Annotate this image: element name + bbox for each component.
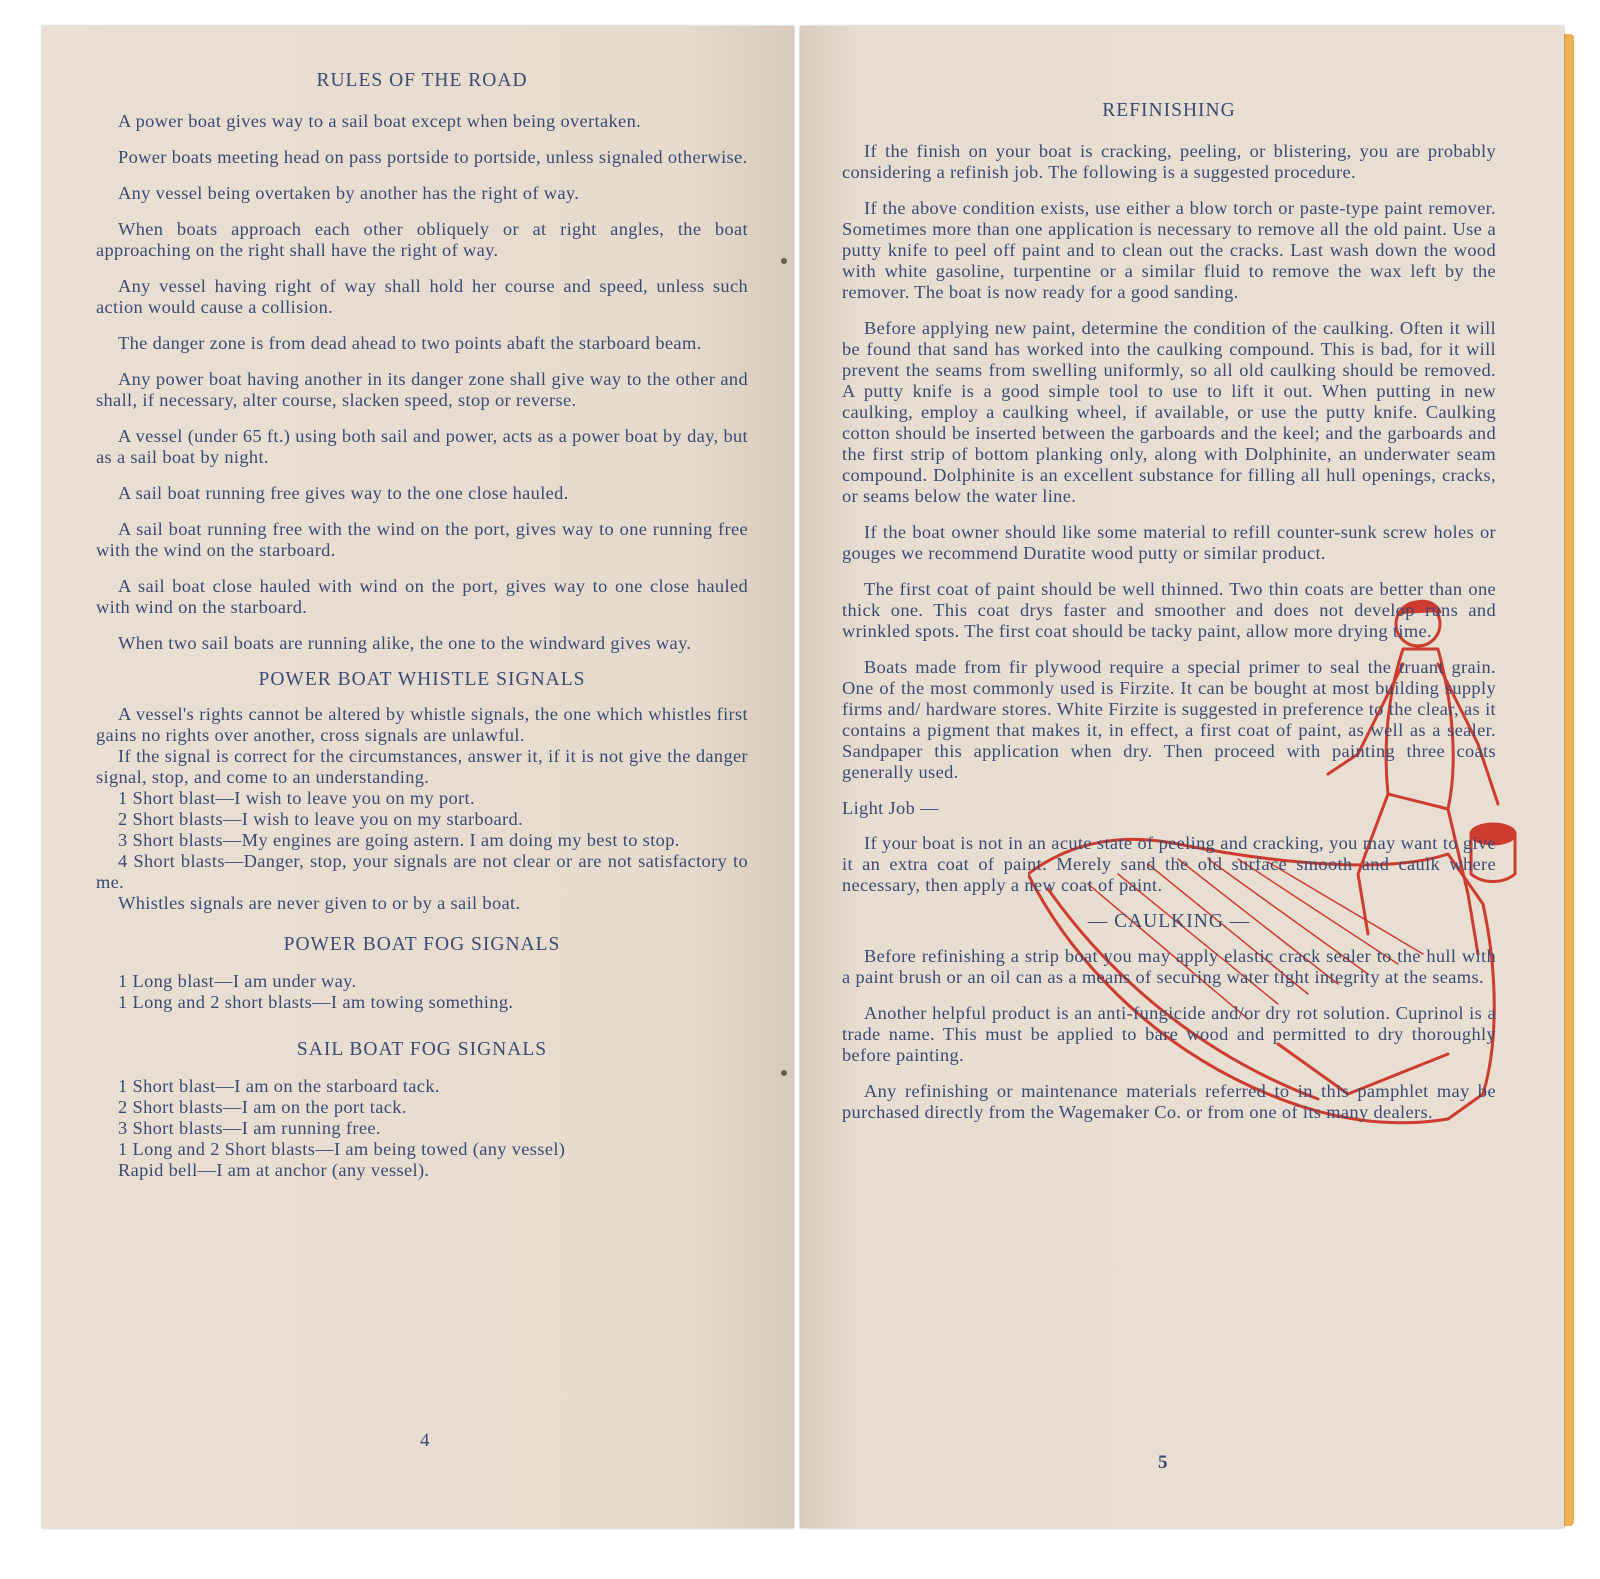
left-page <box>42 26 794 1528</box>
right-page-content <box>842 100 1496 1138</box>
sail-fog-item: Rapid bell—I am at anchor (any vessel). <box>118 1160 430 1180</box>
whistle-signal-item: 1 Short blast—I wish to leave you on my port. <box>118 788 475 808</box>
whistle-signals-title: POWER BOAT WHISTLE SIGNALS <box>258 669 586 690</box>
left-page-content <box>96 70 748 1181</box>
whistle-intro: A vessel's rights cannot be altered by whistle signals, the one which whistles first gains no rights over another, cross signals are unlawful. <box>96 704 748 745</box>
fog-signal-item: 1 Long and 2 short blasts—I am towing something. <box>118 992 514 1012</box>
rule-paragraph: The danger zone is from dead ahead to two points abaft the starboard beam. <box>118 333 702 353</box>
rule-paragraph: A sail boat running free with the wind on the port, gives way to one running free with the wind on the starboard. <box>96 519 748 560</box>
rule-paragraph: A sail boat close hauled with wind on the port, gives way to one close hauled with wind on the starboard. <box>96 576 748 617</box>
rule-paragraph: Any vessel having right of way shall hold her course and speed, unless such action would cause a collision. <box>96 276 748 317</box>
light-job-text: If your boat is not in an acute state of peeling and cracking, you may want to give it an extra coat of paint. Merely sand the old surface smooth and caulk where necessary, then apply a new coat of paint. <box>842 833 1496 895</box>
rule-paragraph: Power boats meeting head on pass portside to portside, unless signaled otherwise. <box>118 147 748 167</box>
sail-fog-item: 2 Short blasts—I am on the port tack. <box>118 1097 407 1117</box>
rule-paragraph: A power boat gives way to a sail boat except when being overtaken. <box>118 111 642 131</box>
sail-fog-item: 1 Long and 2 Short blasts—I am being towed (any vessel) <box>118 1139 566 1159</box>
page-number-left: 4 <box>420 1430 430 1451</box>
whistle-signal-item: 3 Short blasts—My engines are going astern. I am doing my best to stop. <box>118 830 680 850</box>
rule-paragraph: Any power boat having another in its danger zone shall give way to the other and shall, if necessary, alter course, slacken speed, stop or reverse. <box>96 369 748 410</box>
refinish-paragraph: If the boat owner should like some material to refill counter-sunk screw holes or gouges we recommend Duratite wood putty or similar product. <box>842 522 1496 563</box>
staple-hole <box>781 258 787 264</box>
rule-paragraph: Any vessel being overtaken by another has the right of way. <box>118 183 580 203</box>
fog-signal-item: 1 Long blast—I am under way. <box>118 971 357 991</box>
refinish-paragraph: If the finish on your boat is cracking, peeling, or blistering, you are probably considering a refinish job. The following is a suggested procedure. <box>842 141 1496 182</box>
page-number-right: 5 <box>1158 1452 1168 1473</box>
caulking-paragraph: Another helpful product is an anti-fungicide and/or dry rot solution. Cuprinol is a trade name. This must be applied to bare wood and permitted to dry thoroughly before painting. <box>842 1003 1496 1065</box>
refinish-paragraph: Before applying new paint, determine the condition of the caulking. Often it will be found that sand has worked into the caulking compound. This is bad, for it will prevent the seams from swelling uniformly, so all old caulking should be removed. A putty knife is a good simple tool to use to lift it out. When putting in new caulking, employ a caulking wheel, if available, or use the putty knife. Caulking cotton should be inserted between the garboards and the keel; and the garboards and the first strip of bottom planking only, along with Dolphinite, an underwater seam compound. Dolphinite is an excellent substance for filling all hull openings, cracks, or seams below the water line. <box>842 318 1496 506</box>
refinish-paragraph: The first coat of paint should be well thinned. Two thin coats are better than one thick one. This coat drys faster and smoother and does not develop runs and wrinkled spots. The first coat should be tacky paint, allow more drying time. <box>842 579 1496 641</box>
power-fog-title: POWER BOAT FOG SIGNALS <box>283 934 561 955</box>
sail-fog-title: SAIL BOAT FOG SIGNALS <box>296 1039 548 1060</box>
sail-fog-item: 3 Short blasts—I am running free. <box>118 1118 381 1138</box>
rule-paragraph: When boats approach each other obliquely or at right angles, the boat approaching on the right shall have the right of way. <box>96 219 748 260</box>
rules-title: RULES OF THE ROAD <box>316 70 528 91</box>
whistle-intro-2: If the signal is correct for the circumstances, answer it, if it is not give the danger signal, stop, and come to an understanding. <box>96 746 748 787</box>
rule-paragraph: When two sail boats are running alike, the one to the windward gives way. <box>118 633 692 653</box>
light-job-label: Light Job — <box>842 798 939 818</box>
staple-hole <box>781 1070 787 1076</box>
caulking-paragraph: Any refinishing or maintenance materials referred to in this pamphlet may be purchased directly from the Wagemaker Co. or from one of its many dealers. <box>842 1081 1496 1122</box>
open-booklet <box>42 26 1572 1540</box>
whistle-signal-item: 2 Short blasts—I wish to leave you on my starboard. <box>118 809 524 829</box>
rule-paragraph: A vessel (under 65 ft.) using both sail and power, acts as a power boat by day, but as a sail boat by night. <box>96 426 748 467</box>
whistle-note: Whistles signals are never given to or by a sail boat. <box>118 893 521 913</box>
right-page <box>800 26 1564 1528</box>
whistle-signal-item: 4 Short blasts—Danger, stop, your signals are not clear or are not satisfactory to me. <box>96 851 748 892</box>
caulking-paragraph: Before refinishing a strip boat you may apply elastic crack sealer to the hull with a paint brush or an oil can as a means of securing water tight integrity at the seams. <box>842 946 1496 987</box>
refinish-paragraph: If the above condition exists, use either a blow torch or paste-type paint remover. Sometimes more than one application is necessary to remove all the old paint. Use a putty knife to peel off paint and to clean out the cracks. Last wash down the wood with white gasoline, turpentine or a similar fluid to remove the wax left by the remover. The boat is now ready for a good sanding. <box>842 198 1496 302</box>
sail-fog-item: 1 Short blast—I am on the starboard tack. <box>118 1076 440 1096</box>
rule-paragraph: A sail boat running free gives way to the one close hauled. <box>118 483 569 503</box>
refinish-paragraph: Boats made from fir plywood require a special primer to seal the truant grain. One of the most commonly used is Firzite. It can be bought at most building supply firms and/ hardware stores. White Firzite is suggested in preference to the clear, as it contains a pigment that makes it, in effect, a first coat of paint, as well as a sealer. Sandpaper this application when dry. Then proceed with painting three coats generally used. <box>842 657 1496 782</box>
refinishing-title: REFINISHING <box>1102 100 1236 121</box>
caulking-title: — CAULKING — <box>1087 911 1251 932</box>
